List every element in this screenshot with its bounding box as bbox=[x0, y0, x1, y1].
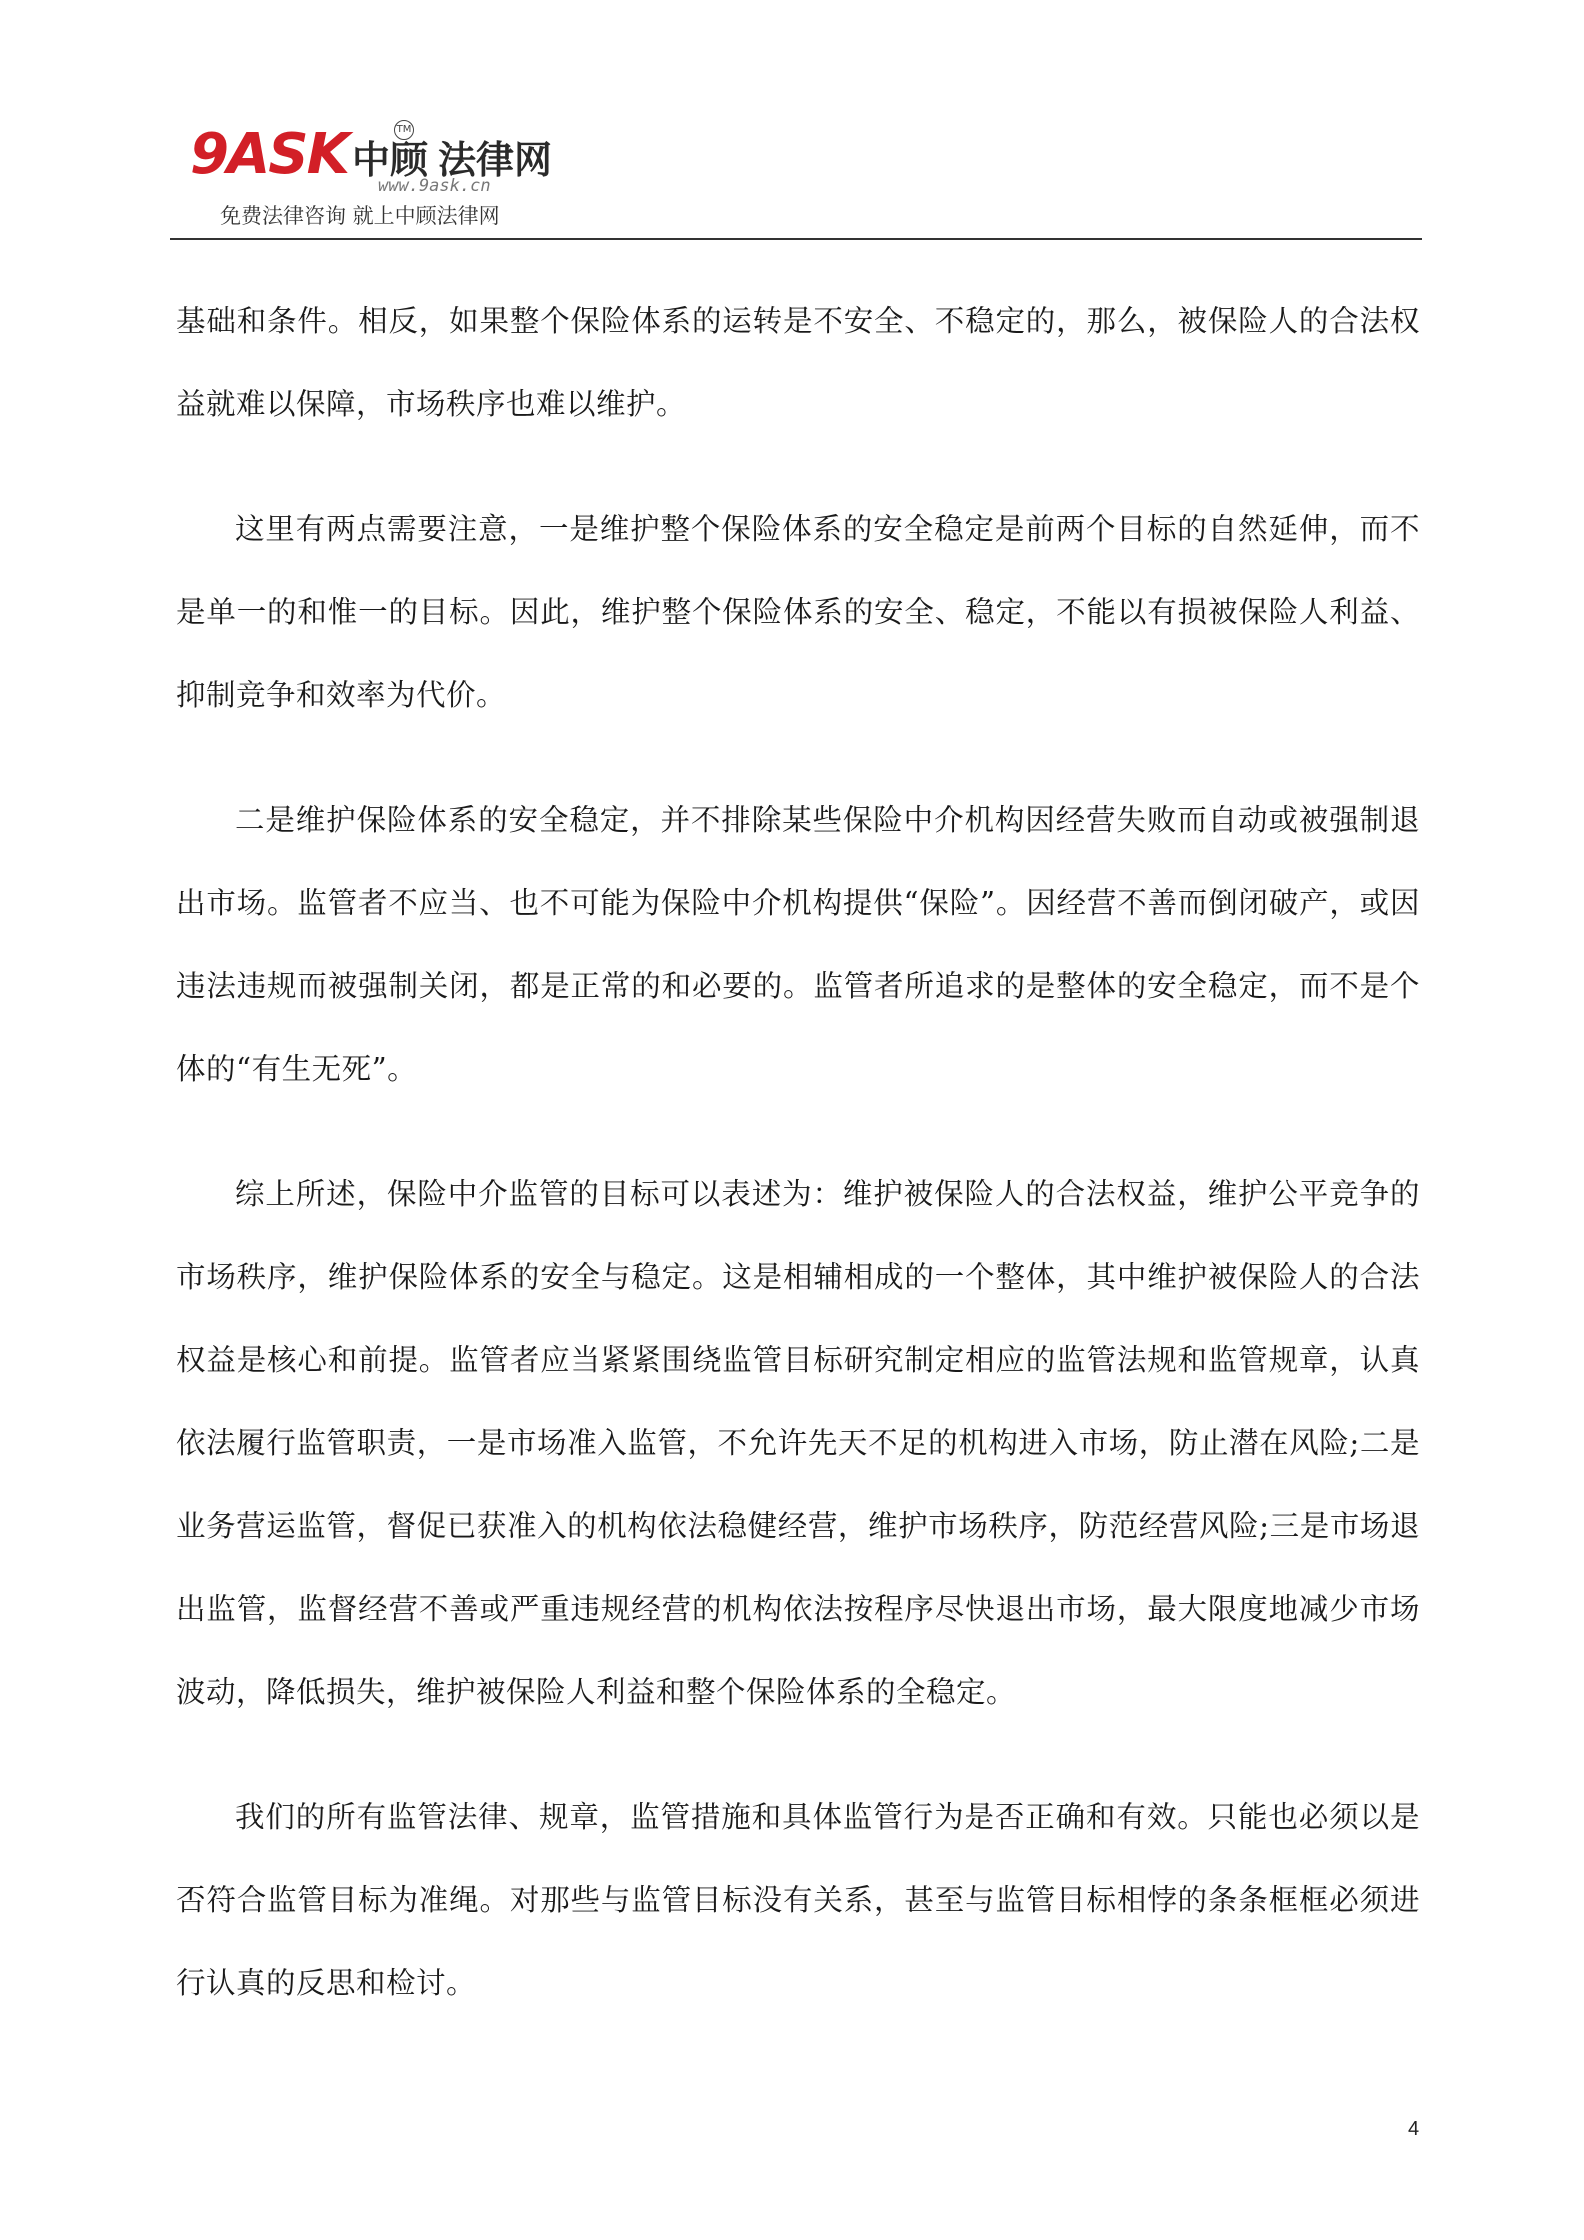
paragraph-2: 这里有两点需要注意，一是维护整个保险体系的安全稳定是前两个目标的自然延伸，而不是单一的和惟一的目标。因此，维护整个保险体系的安全、稳定，不能以有损被保险人利益、抑制竞争和效率为代价。 bbox=[176, 512, 1420, 712]
paragraph-5: 我们的所有监管法律、规章，监管措施和具体监管行为是否正确和有效。只能也必须以是否符合监管目标为准绳。对那些与监管目标没有关系，甚至与监管目标相悖的条条框框必须进行认真的反思和检讨。 bbox=[176, 1800, 1420, 2000]
trademark-icon: TM bbox=[394, 120, 414, 140]
paragraph-4: 综上所述，保险中介监管的目标可以表述为：维护被保险人的合法权益，维护公平竞争的市场秩序，维护保险体系的安全与稳定。这是相辅相成的一个整体，其中维护被保险人的合法权益是核心和前提。监管者应当紧紧围绕监管目标研究制定相应的监管法规和监管规章，认真依法履行监管职责，一是市场准入监管，不允许先天不足的机构进入市场，防止潜在风险;二是业务营运监管，督促已获准入的机构依法稳健经营，维护市场秩序，防范经营风险;三是市场退出监管，监督经营不善或严重违规经营的机构依法按程序尽快退出市场，最大限度地减少市场波动，降低损失，维护被保险人利益和整个保险体系的全稳定。 bbox=[176, 1177, 1420, 1709]
header-divider bbox=[170, 238, 1422, 240]
document-body bbox=[176, 280, 1420, 2067]
paragraph-1: 基础和条件。相反，如果整个保险体系的运转是不安全、不稳定的，那么，被保险人的合法权益就难以保障，市场秩序也难以维护。 bbox=[176, 304, 1420, 421]
logo-url: www.9ask.cn bbox=[378, 176, 491, 196]
page-number: 4 bbox=[1408, 2118, 1420, 2140]
page-header bbox=[170, 118, 1422, 240]
paragraph-3: 二是维护保险体系的安全稳定，并不排除某些保险中介机构因经营失败而自动或被强制退出市场。监管者不应当、也不可能为保险中介机构提供“保险”。因经营不善而倒闭破产，或因违法违规而被强制关闭，都是正常的和必要的。监管者所追求的是整体的安全稳定，而不是个体的“有生无死”。 bbox=[176, 803, 1420, 1086]
logo-brand-mark: 9ASK bbox=[190, 122, 349, 187]
logo-name: 中顾 bbox=[352, 138, 429, 182]
logo-tagline: 免费法律咨询 就上中顾法律网 bbox=[220, 204, 500, 228]
site-logo bbox=[190, 118, 590, 230]
logo-brand bbox=[190, 122, 552, 187]
logo-name-2: 法律网 bbox=[438, 138, 553, 182]
